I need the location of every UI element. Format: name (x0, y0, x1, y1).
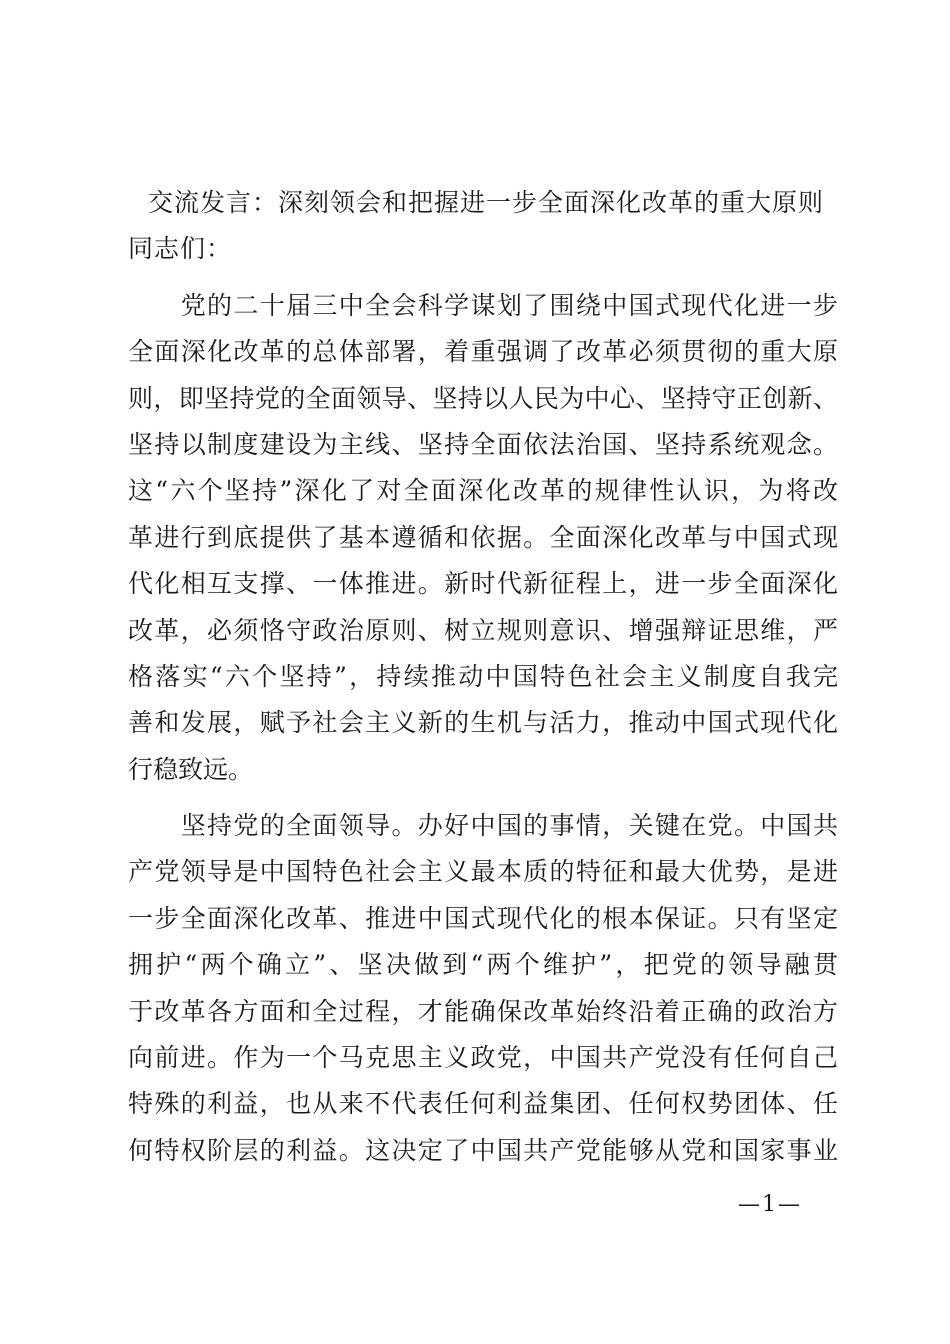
paragraph-line: 产党领导是中国特色社会主义最本质的特征和最大优势，是进 (128, 857, 838, 887)
paragraph-1 (128, 283, 838, 793)
paragraph-line: 这“六个坚持”深化了对全面深化改革的规律性认识，为将改 (128, 476, 838, 506)
paragraph-line: 于改革各方面和全过程，才能确保改革始终沿着正确的政治方 (128, 996, 838, 1026)
paragraph-line: 全面深化改革的总体部署，着重强调了改革必须贯彻的重大原 (128, 337, 838, 367)
paragraph-line: 行稳致远。 (128, 754, 254, 784)
paragraph-line: 拥护“两个确立”、坚决做到“两个维护”，把党的领导融贯 (128, 950, 838, 980)
paragraph-line: 党的二十届三中全会科学谋划了围绕中国式现代化进一步 (128, 290, 838, 320)
paragraph-line: 革进行到底提供了基本遵循和依据。全面深化改革与中国式现 (128, 522, 838, 552)
paragraph-2 (128, 803, 838, 1174)
paragraph-line: 善和发展，赋予社会主义新的生机与活力，推动中国式现代化 (128, 708, 838, 738)
paragraph-line: 向前进。作为一个马克思主义政党，中国共产党没有任何自己 (128, 1043, 838, 1073)
page-number: —1— (738, 1192, 802, 1217)
document-body (128, 180, 838, 1174)
paragraph-line: 一步全面深化改革、推进中国式现代化的根本保证。只有坚定 (128, 903, 838, 933)
salutation: 同志们： (128, 234, 233, 264)
paragraph-line: 改革，必须恪守政治原则、树立规则意识、增强辩证思维，严 (128, 615, 838, 645)
paragraph-line: 何特权阶层的利益。这决定了中国共产党能够从党和国家事业 (128, 1135, 838, 1165)
paragraph-line: 格落实“六个坚持”，持续推动中国特色社会主义制度自我完 (128, 661, 838, 691)
paragraph-line: 坚持以制度建设为主线、坚持全面依法治国、坚持系统观念。 (128, 429, 838, 459)
paragraph-line: 代化相互支撑、一体推进。新时代新征程上，进一步全面深化 (128, 569, 838, 599)
document-title: 交流发言：深刻领会和把握进一步全面深化改革的重大原则 (148, 188, 825, 217)
paragraph-line: 特殊的利益，也从来不代表任何利益集团、任何权势团体、任 (128, 1089, 838, 1119)
paragraph-line: 坚持党的全面领导。办好中国的事情，关键在党。中国共 (128, 811, 838, 841)
paragraph-line: 则，即坚持党的全面领导、坚持以人民为中心、坚持守正创新、 (128, 383, 838, 413)
